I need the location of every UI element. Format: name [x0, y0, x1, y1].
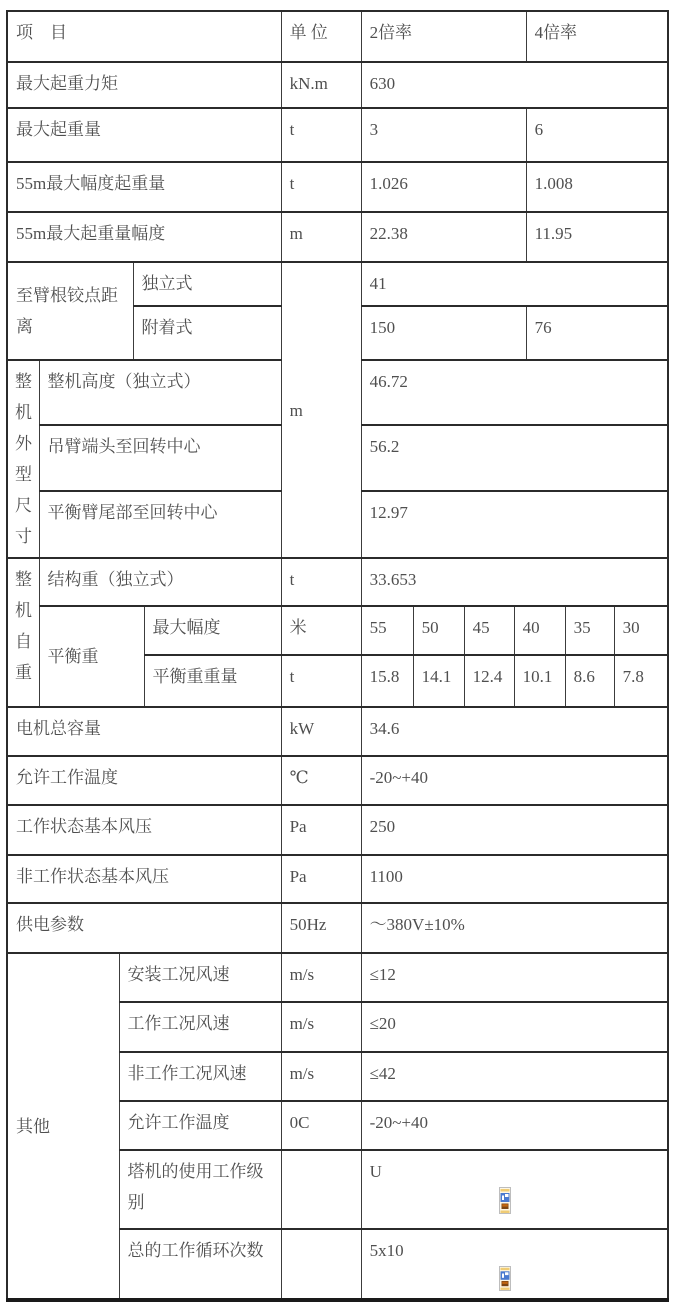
- label-work-wind: 工作工况风速: [119, 1002, 281, 1052]
- header-item: 项 目: [7, 11, 281, 62]
- broken-image-icon: [499, 1266, 511, 1291]
- broken-image-icon: [499, 1187, 511, 1214]
- row-hinge-freestanding: [7, 262, 668, 306]
- row-motor-capacity: [7, 707, 668, 756]
- value-load-at-55m-2rate: 1.026: [361, 162, 526, 212]
- label-motor-capacity: 电机总容量: [7, 707, 281, 756]
- value-dim-counter-jib: 12.97: [361, 491, 668, 558]
- value-max-moment: 630: [361, 62, 668, 108]
- unit-structure-weight: t: [281, 558, 361, 606]
- value-dim-jib-tip: 56.2: [361, 425, 668, 492]
- work-cycles-text: 5x10: [369, 1241, 404, 1260]
- label-nonwork-wind: 非工作工况风速: [119, 1052, 281, 1101]
- label-ballast-weight: 平衡重重量: [144, 655, 281, 707]
- unit-power-supply: 50Hz: [281, 903, 361, 953]
- value-dim-height: 46.72: [361, 360, 668, 425]
- value-install-wind: ≤12: [361, 953, 668, 1002]
- row-working-wind-pressure: [7, 805, 668, 855]
- label-ballast: 平衡重: [39, 606, 144, 707]
- value-hinge-attached-2rate: 150: [361, 306, 526, 360]
- value-ballast-35: 8.6: [565, 655, 614, 707]
- label-ballast-radius: 最大幅度: [144, 606, 281, 655]
- value-max-load-4rate: 6: [526, 108, 668, 162]
- label-nonworking-wind-pressure: 非工作状态基本风压: [7, 855, 281, 903]
- duty-class-text: U: [369, 1162, 382, 1181]
- value-radius-30: 30: [614, 606, 668, 655]
- value-duty-class: [361, 1150, 668, 1229]
- value-radius-40: 40: [514, 606, 565, 655]
- header-row: [7, 11, 668, 62]
- value-ballast-30: 7.8: [614, 655, 668, 707]
- label-working-wind-pressure: 工作状态基本风压: [7, 805, 281, 855]
- label-dim-jib-tip: 吊臂端头至回转中心: [39, 425, 281, 492]
- group-dimensions: 整机外型尺寸: [7, 360, 39, 558]
- row-ballast-radius: [7, 606, 668, 655]
- label-structure-weight: 结构重（独立式）: [39, 558, 281, 606]
- row-radius-at-max-load: [7, 212, 668, 262]
- value-ballast-55: 15.8: [361, 655, 413, 707]
- value-work-temp: -20~+40: [361, 756, 668, 805]
- value-ballast-40: 10.1: [514, 655, 565, 707]
- value-radius-50: 50: [413, 606, 464, 655]
- row-max-moment: [7, 62, 668, 108]
- value-working-wind-pressure: 250: [361, 805, 668, 855]
- unit-nonwork-wind: m/s: [281, 1052, 361, 1101]
- value-hinge-freestanding: 41: [361, 262, 668, 306]
- group-weights: 整机自重: [7, 558, 39, 707]
- label-duty-class: 塔机的使用工作级别: [119, 1150, 281, 1229]
- row-load-at-55m: [7, 162, 668, 212]
- spec-table: [6, 10, 669, 1302]
- value-structure-weight: 33.653: [361, 558, 668, 606]
- unit-ballast-weight: t: [281, 655, 361, 707]
- label-dim-counter-jib: 平衡臂尾部至回转中心: [39, 491, 281, 558]
- unit-meters-merged: m: [281, 262, 361, 558]
- value-work-wind: ≤20: [361, 1002, 668, 1052]
- label-work-temp: 允许工作温度: [7, 756, 281, 805]
- unit-other-temp: 0C: [281, 1101, 361, 1150]
- value-ballast-50: 14.1: [413, 655, 464, 707]
- label-max-moment: 最大起重力矩: [7, 62, 281, 108]
- value-max-load-2rate: 3: [361, 108, 526, 162]
- row-max-load: [7, 108, 668, 162]
- label-radius-at-max-load: 55m最大起重量幅度: [7, 212, 281, 262]
- row-structure-weight: [7, 558, 668, 606]
- label-hinge-distance: 至臂根铰点距离: [7, 262, 133, 360]
- value-radius-45: 45: [464, 606, 514, 655]
- value-power-supply: ～380V±10%: [361, 903, 668, 953]
- unit-load-at-55m: t: [281, 162, 361, 212]
- row-work-temp: [7, 756, 668, 805]
- unit-work-wind: m/s: [281, 1002, 361, 1052]
- unit-work-cycles: [281, 1229, 361, 1300]
- row-other-install-wind: [7, 953, 668, 1002]
- value-load-at-55m-4rate: 1.008: [526, 162, 668, 212]
- value-radius-55: 55: [361, 606, 413, 655]
- unit-nonworking-wind-pressure: Pa: [281, 855, 361, 903]
- label-max-load: 最大起重量: [7, 108, 281, 162]
- value-radius-35: 35: [565, 606, 614, 655]
- value-radius-at-max-load-4rate: 11.95: [526, 212, 668, 262]
- value-nonworking-wind-pressure: 1100: [361, 855, 668, 903]
- unit-install-wind: m/s: [281, 953, 361, 1002]
- value-nonwork-wind: ≤42: [361, 1052, 668, 1101]
- value-radius-at-max-load-2rate: 22.38: [361, 212, 526, 262]
- label-other-temp: 允许工作温度: [119, 1101, 281, 1150]
- label-dim-height: 整机高度（独立式）: [39, 360, 281, 425]
- unit-working-wind-pressure: Pa: [281, 805, 361, 855]
- value-work-cycles: [361, 1229, 668, 1300]
- label-work-cycles: 总的工作循环次数: [119, 1229, 281, 1300]
- label-hinge-freestanding: 独立式: [133, 262, 281, 306]
- value-hinge-attached-4rate: 76: [526, 306, 668, 360]
- header-unit: 单 位: [281, 11, 361, 62]
- unit-ballast-radius: 米: [281, 606, 361, 655]
- label-install-wind: 安装工况风速: [119, 953, 281, 1002]
- unit-duty-class: [281, 1150, 361, 1229]
- group-other: 其他: [7, 953, 119, 1300]
- unit-motor-capacity: kW: [281, 707, 361, 756]
- value-motor-capacity: 34.6: [361, 707, 668, 756]
- unit-work-temp: ℃: [281, 756, 361, 805]
- label-load-at-55m: 55m最大幅度起重量: [7, 162, 281, 212]
- label-hinge-attached: 附着式: [133, 306, 281, 360]
- unit-max-load: t: [281, 108, 361, 162]
- label-power-supply: 供电参数: [7, 903, 281, 953]
- header-rate4: 4倍率: [526, 11, 668, 62]
- header-rate2: 2倍率: [361, 11, 526, 62]
- row-power-supply: [7, 903, 668, 953]
- value-ballast-45: 12.4: [464, 655, 514, 707]
- value-other-temp: -20~+40: [361, 1101, 668, 1150]
- unit-max-moment: kN.m: [281, 62, 361, 108]
- unit-radius-at-max-load: m: [281, 212, 361, 262]
- row-nonworking-wind-pressure: [7, 855, 668, 903]
